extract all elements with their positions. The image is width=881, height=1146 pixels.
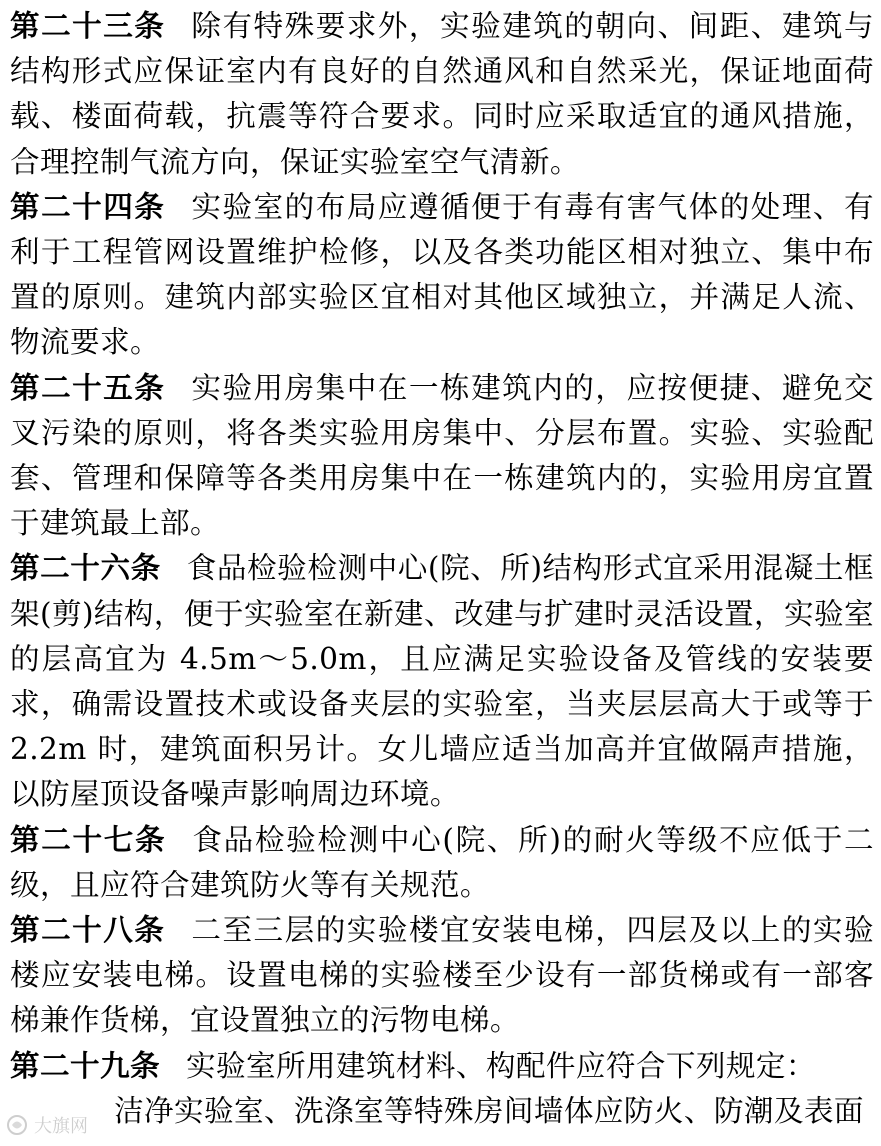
article-number: 第二十六条 (10, 551, 161, 586)
article-text: 食品检验检测中心(院、所)结构形式宜采用混凝土框架(剪)结构，便于实验室在新建、改建与扩建时灵活设置，实验室的层高宜为 4.5m～5.0m，且应满足实验设备及管线的安装要求，确需设置技术或设备夹层的实验室，当夹层层高大于或等于 2.2m 时，建筑面积另计。女儿墙应适当加高并宜做隔声措施，以防屋顶设备噪声影响周边环境。 (10, 551, 874, 812)
article-number: 第二十四条 (10, 189, 166, 224)
article-28 (10, 908, 874, 1044)
article-text: 二至三层的实验楼宜安装电梯，四层及以上的实验楼应安装电梯。设置电梯的实验楼至少设有一部货梯或有一部客梯兼作货梯，宜设置独立的污物电梯。 (10, 913, 874, 1038)
article-text: 洁净实验室、洗涤室等特殊房间墙体应防火、防潮及表面 (114, 1093, 864, 1128)
article-27 (10, 818, 874, 908)
document-page (10, 4, 874, 1134)
article-23 (10, 4, 874, 185)
article-25 (10, 366, 874, 547)
article-text: 实验用房集中在一栋建筑内的，应按便捷、避免交叉污染的原则，将各类实验用房集中、分层布置。实验、实验配套、管理和保障等各类用房集中在一栋建筑内的，实验用房宜置于建筑最上部。 (10, 370, 874, 541)
article-24 (10, 185, 874, 366)
article-26 (10, 546, 874, 817)
watermark (6, 1112, 88, 1138)
article-number: 第二十七条 (10, 822, 167, 857)
article-number: 第二十五条 (10, 370, 166, 405)
article-text: 除有特殊要求外，实验建筑的朝向、间距、建筑与结构形式应保证室内有良好的自然通风和自然采光，保证地面荷载、楼面荷载，抗震等符合要求。同时应采取适宜的通风措施，合理控制气流方向，保证实验室空气清新。 (10, 9, 874, 179)
article-text: 实验室所用建筑材料、构配件应符合下列规定： (185, 1048, 816, 1083)
logo-mark-icon (6, 1114, 28, 1136)
article-29-item (10, 1089, 874, 1134)
article-number: 第二十八条 (10, 913, 166, 948)
article-number: 第二十九条 (10, 1048, 160, 1083)
watermark-text: 大旗网 (34, 1116, 88, 1137)
article-text: 食品检验检测中心(院、所)的耐火等级不应低于二级，且应符合建筑防火等有关规范。 (10, 822, 875, 902)
article-text: 实验室的布局应遵循便于有毒有害气体的处理、有利于工程管网设置维护检修，以及各类功能区相对独立、集中布置的原则。建筑内部实验区宜相对其他区域独立，并满足人流、物流要求。 (10, 189, 874, 360)
article-number: 第二十三条 (10, 9, 166, 43)
article-29 (10, 1044, 874, 1089)
